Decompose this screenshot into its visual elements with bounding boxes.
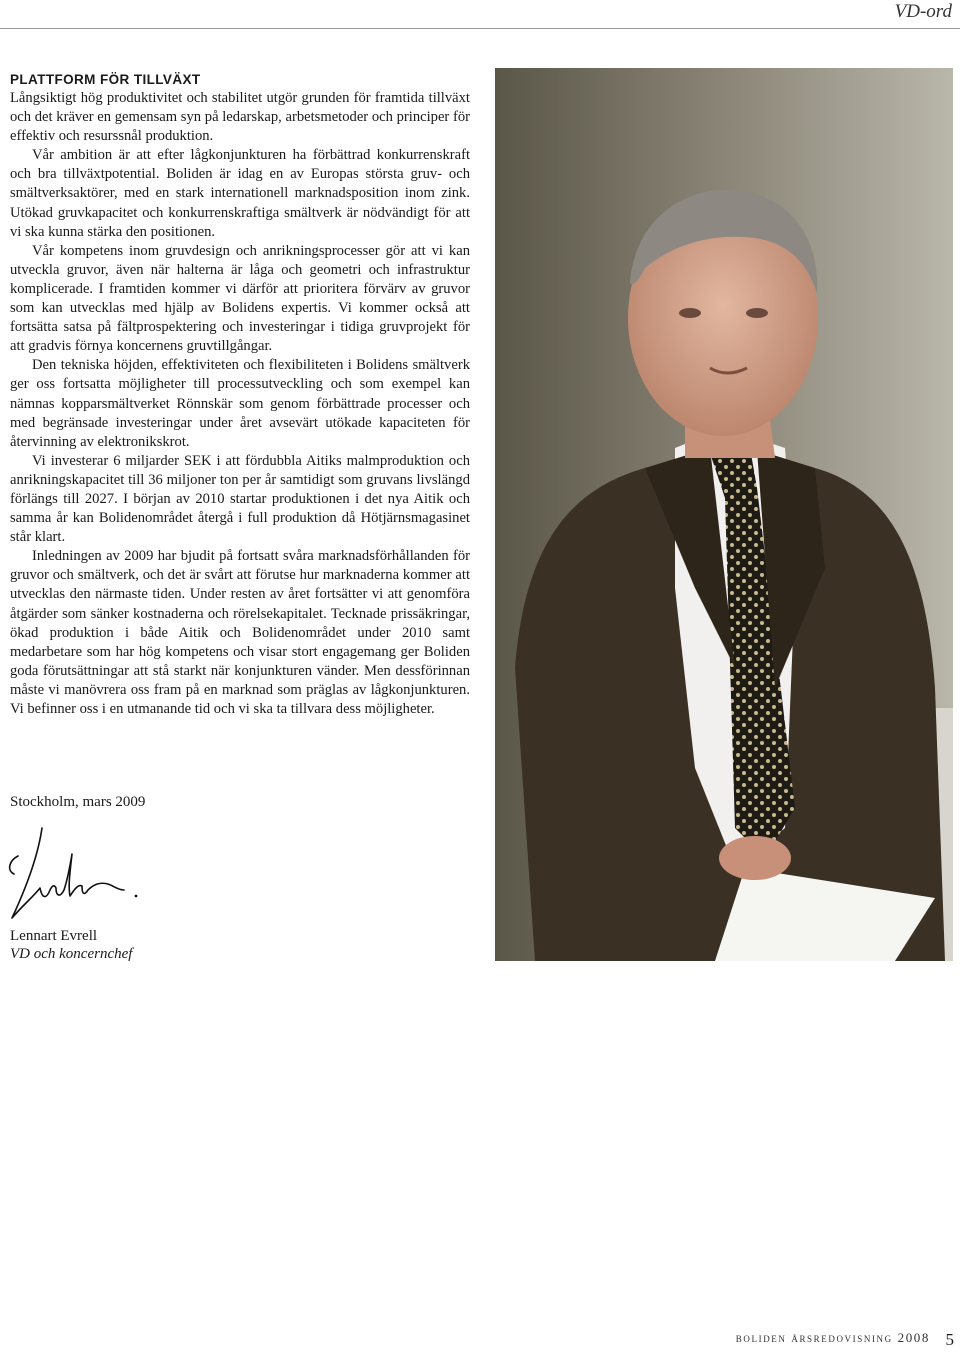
section-heading: PLATTFORM FÖR TILLVÄXT bbox=[10, 72, 201, 87]
paragraph-2: Vår ambition är att efter lågkonjunkturen ha förbättrad konkurrenskraft och bra tillväxtpotential. Boliden är idag en av Europas största gruv- och smältverksaktörer, med en stark internationell marknadsposition inom zink. Utökad gruvkapacitet och konkurrenskraftiga smältverk är nödvändigt för att vi ska kunna stärka den positionen. bbox=[10, 147, 470, 240]
page-number: 5 bbox=[945, 1330, 954, 1349]
paragraph-5: Vi investerar 6 miljarder SEK i att fördubbla Aitiks malmproduktion och anrikningskapacitet till 36 miljoner ton per år samtidigt som gruvans livslängd förlängs till 2027. I början av 2010 startar produktionen i det nya Aitik och samma år kan Bolidenområdet återgå i full produktion då Hötjärnsmagasinet står klart. bbox=[10, 452, 470, 546]
paragraph-1: Långsiktigt hög produktivitet och stabilitet utgör grunden för framtida tillväxt och det kräver en gemensam syn på ledarskap, arbetsmetoder och principer för effektiv och resurssnål produktion. bbox=[10, 90, 470, 145]
paragraph-6: Inledningen av 2009 har bjudit på fortsatt svåra marknadsförhållanden för gruvor och smältverk, och det är svårt att förutse hur marknaderna kommer att utvecklas den närmaste tiden. Under resten av året fortsätter vi att genomföra åtgärder som sänker kostnaderna och rörelsekapitalet. Tecknade prissäkringar, ökad produktion i både Aitik och Bolidenområdet under 2010 samt medarbetare som har hög kompetens och visar stort engagemang ger Boliden goda förutsättningar att stå starkt när konjunkturen vänder. Men dessförinnan måste vi manövrera oss fram på en marknad som präglas av lågkonjunkturen. Vi befinner oss i en utmanande tid och vi ska ta tillvara dess möjligheter. bbox=[10, 548, 470, 717]
paragraph-3: Vår kompetens inom gruvdesign och anrikningsprocesser gör att vi kan utveckla gruvor, även när halterna är låga och geometri och infrastruktur komplicerade. I framtiden kommer vi därför att prioritera förvärv av gruvor som kan utvecklas med hjälp av Bolidens expertis. Vi kommer också att fortsätta satsa på fältprospektering och investeringar i tidiga gruvprojekt för att gradvis förnya koncernens gruvtillgångar. bbox=[10, 242, 470, 355]
signer-title: VD och koncernchef bbox=[10, 946, 133, 962]
running-head-title: VD-ord bbox=[894, 1, 952, 22]
signature-image bbox=[4, 826, 154, 922]
signer-name: Lennart Evrell bbox=[10, 928, 98, 944]
footer-publication: boliden årsredovisning 2008 bbox=[735, 1330, 930, 1345]
portrait-photo bbox=[495, 68, 953, 961]
header-divider bbox=[0, 28, 960, 29]
article-body bbox=[10, 71, 470, 719]
paragraph-4: Den tekniska höjden, effektiviteten och flexibiliteten i Bolidens smältverk ger oss fortsatta möjligheter till processutveckling och som exempel kan nämnas kopparsmältverket Rönnskär som genom förbättrade processer och med begränsade investeringar under året avsevärt utökade kapaciteten för återvinning av elektronikskrot. bbox=[10, 357, 470, 450]
place-date: Stockholm, mars 2009 bbox=[10, 794, 146, 810]
